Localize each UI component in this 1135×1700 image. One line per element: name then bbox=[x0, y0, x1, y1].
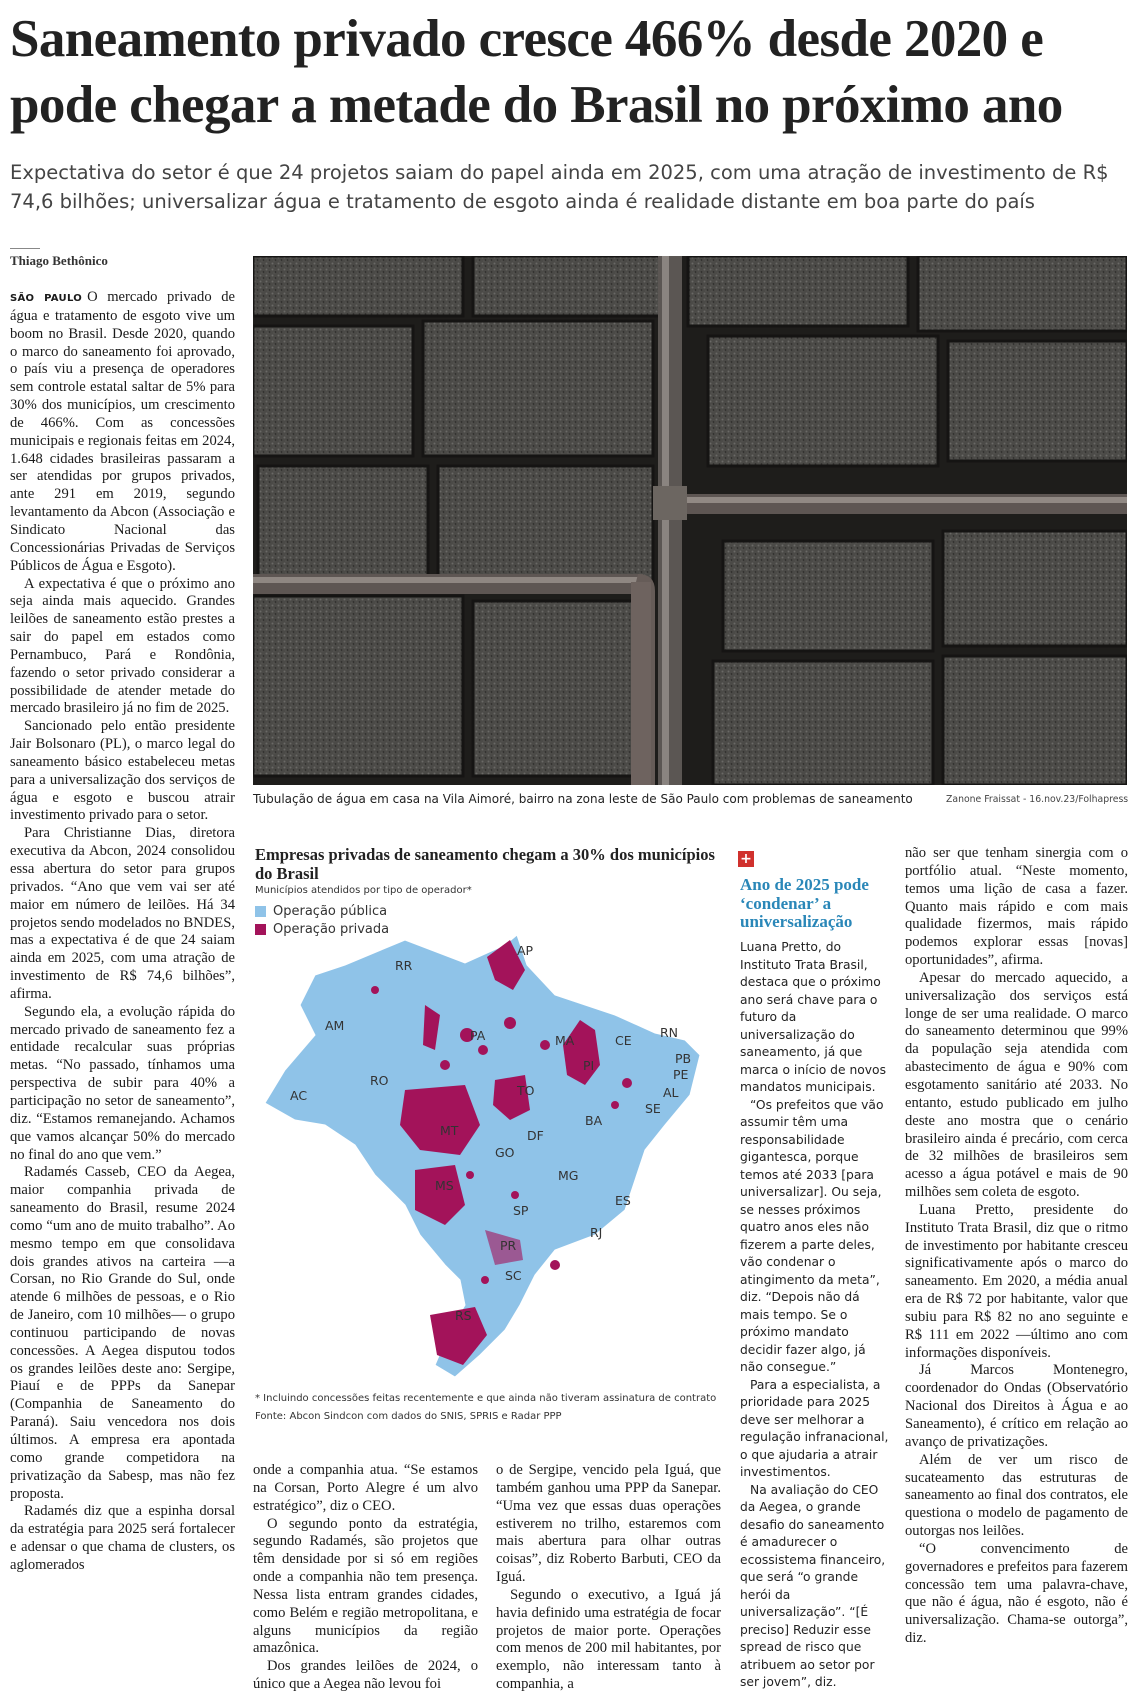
state-label-pr: PR bbox=[500, 1238, 517, 1253]
paragraph: o de Sergipe, vencido pela Iguá, que também ganhou uma PPP da Sanepar. “Uma vez que essas duas operações estiverem no trilho, estaremos com mais abertura para olhar outras coisas”, diz Roberto Barbuti, CEO da Iguá. bbox=[496, 1462, 721, 1586]
legend-item-public: Operação pública bbox=[255, 902, 389, 920]
brazil-map[interactable] bbox=[255, 935, 735, 1385]
state-label-rs: RS bbox=[455, 1308, 472, 1323]
legend-swatch-public bbox=[255, 906, 266, 917]
state-label-rr: RR bbox=[395, 958, 413, 973]
state-label-pb: PB bbox=[675, 1051, 692, 1066]
state-label-se: SE bbox=[645, 1101, 661, 1116]
paragraph: Já Marcos Montenegro, coordenador do Ondas (Observatório Nacional dos Direitos à Água e ao Saneamento), é crítico em relação ao avanço de privatizações. bbox=[905, 1362, 1128, 1450]
paragraph: O segundo ponto da estratégia, segundo Radamés, são projetos que têm densidade por si só em regiões onde a companhia não tem presença. Nessa lista entram grandes cidades, como Belém e região metropolitana, e alguns municípios da região amazônica. bbox=[253, 1515, 478, 1657]
state-label-am: AM bbox=[325, 1018, 345, 1033]
state-label-sc: SC bbox=[505, 1268, 522, 1283]
paragraph: Na avaliação do CEO da Aegea, o grande desafio do saneamento é amadurecer o ecossistema financeiro, que será “o grande herói da universalização”. “[É preciso] Reduzir esse spread de risco que atribuem ao setor por ser jovem”, diz. bbox=[740, 1482, 886, 1689]
byline[interactable]: Thiago Bethônico bbox=[10, 253, 108, 268]
photo-credit: Zanone Fraissat - 16.nov.23/Folhapress bbox=[946, 794, 1129, 805]
map-legend bbox=[255, 902, 389, 938]
state-label-ma: MA bbox=[555, 1033, 575, 1048]
paragraph: Luana Pretto, presidente do Instituto Trata Brasil, diz que o ritmo de investimento por habitante cresceu significativamente após o marco do saneamento. Em 2020, a média anual era de R$ 72 por habitante, valor que subiu para R$ 82 no ano seguinte e R$ 111 em 2022 —último ano com informações disponíveis. bbox=[905, 1201, 1128, 1361]
photo-pipes-wall bbox=[253, 256, 1127, 785]
sidebar-body bbox=[740, 939, 890, 1692]
photo-caption: Tubulação de água em casa na Vila Aimoré, bairro na zona leste de São Paulo com problemas de saneamento bbox=[253, 792, 913, 806]
state-label-es: ES bbox=[615, 1193, 631, 1208]
brazil-outline bbox=[265, 935, 700, 1377]
article-photo[interactable] bbox=[253, 256, 1127, 785]
state-label-mg: MG bbox=[558, 1168, 579, 1183]
legend-item-private: Operação privada bbox=[255, 920, 389, 938]
paragraph: SÃO PAULO O mercado privado de água e tratamento de esgoto vive um boom no Brasil. Desde 2020, quando o marco do saneamento foi aprovado, o país viu a presença de operadores sem controle estatal saltar de 5% para 30% dos municípios, um crescimento de 466%. Com as concessões municipais e regionais feitas em 2024, 1.648 cidades brasileiras passaram a ser atendidas por grupos privados, ante 291 em 2019, segundo levantamento da Abcon (Associação e Sindicato Nacional das Concessionárias Privadas de Serviços Públicos de Água e Esgoto). bbox=[10, 289, 235, 574]
paragraph: “Os prefeitos que vão assumir têm uma responsabilidade gigantesca, porque temos até 2033 [para universalizar]. Ou seja, se nesses próximos quatro anos eles não fizerem a parte deles, vão condenar o atingimento da meta”, diz. “Depois não dá mais tempo. Se o próximo mandato decidir fazer algo, já não consegue.” bbox=[740, 1097, 884, 1374]
state-label-ce: CE bbox=[615, 1033, 632, 1048]
paragraph: Radamés diz que a espinha dorsal da estratégia para 2025 será fortalecer e adensar o que chama de clusters, os aglomerados bbox=[10, 1503, 235, 1573]
plus-icon: + bbox=[738, 851, 754, 867]
state-label-rj: RJ bbox=[590, 1225, 603, 1240]
state-label-al: AL bbox=[663, 1085, 679, 1100]
article-column-3 bbox=[496, 1462, 721, 1694]
byline-rule bbox=[10, 248, 40, 249]
footnote: * Incluindo concessões feitas recentemente e que ainda não tiveram assinatura de contrato bbox=[255, 1393, 717, 1404]
state-label-ba: BA bbox=[585, 1113, 603, 1128]
paragraph: Segundo o executivo, a Iguá já havia definido uma estratégia de focar projetos de maior porte. Operações com menos de 200 mil habitantes, por exemplo, não interessam tanto à companhia, a bbox=[496, 1586, 721, 1693]
article-column-1 bbox=[10, 289, 235, 1575]
map-footnote bbox=[255, 1390, 716, 1426]
state-label-rn: RN bbox=[660, 1025, 679, 1040]
paragraph: Para a especialista, a prioridade para 2025 deve ser melhorar a regulação infranacional, o que ajudaria a atrair investimentos. bbox=[740, 1377, 889, 1479]
paragraph: Segundo ela, a evolução rápida do mercado privado de saneamento fez a entidade recalcular suas próprias metas. “No passado, tínhamos uma perspectiva de subir para 40% a participação no setor de saneamento”, diz. “Estamos remanejando. Achamos que vamos alcançar 50% do mercado no final do ano que vem.” bbox=[10, 1003, 235, 1163]
article-column-5 bbox=[905, 845, 1128, 1648]
paragraph: onde a companhia atua. “Se estamos na Corsan, Porto Alegre é um alvo estratégico”, diz o CEO. bbox=[253, 1462, 478, 1514]
state-label-pa: PA bbox=[470, 1028, 486, 1043]
headline: Saneamento privado cresce 466% desde 2020 e pode chegar a metade do Brasil no próximo ano bbox=[10, 10, 1063, 134]
paragraph: não ser que tenham sinergia com o portfólio atual. “Neste momento, temos uma lição de casa a fazer. Quanto mais rápido e com mais qualidade fizermos, mais rápido podemos explorar essas [novas] oportunidades”, afirma. bbox=[905, 845, 1128, 969]
state-label-pi: PI bbox=[583, 1058, 595, 1073]
sidebar-title: Ano de 2025 pode ‘condenar’ a universalização bbox=[740, 875, 869, 931]
paragraph: Dos grandes leilões de 2024, o único que a Aegea não levou foi bbox=[253, 1658, 478, 1693]
state-label-pe: PE bbox=[673, 1067, 689, 1082]
state-label-to: TO bbox=[517, 1083, 535, 1098]
paragraph: Apesar do mercado aquecido, a universalização dos serviços está longe de ser uma realidade. O marco do saneamento determinou que 99% da população seja atendida com abastecimento de água e 90% com esgotamento sanitário até 2033. No entanto, estudo publicado em julho deste ano mostra que o cenário brasileiro ainda é precário, com cerca de 32 milhões de brasileiros sem acesso a água potável e mais de 90 milhões sem coleta de esgoto. bbox=[905, 969, 1128, 1201]
paragraph: “O convencimento de governadores e prefeitos para fazerem concessão tem uma palavra-chave, que não é água, não é esgoto, não é universalização. Chama-se outorga”, diz. bbox=[905, 1540, 1128, 1647]
state-label-go: GO bbox=[495, 1145, 515, 1160]
paragraph: Para Christianne Dias, diretora executiva da Abcon, 2024 consolidou essa abertura do setor para grupos privados. “Ano que vem vai ser até maior em número de leilões. Há 34 projetos sendo modelados no BNDES, mas a expectativa é de que 24 saiam ainda em 2025, com uma atração de investimento de R$ 74,6 bilhões”, afirma. bbox=[10, 825, 235, 1002]
paragraph: Sancionado pelo então presidente Jair Bolsonaro (PL), o marco legal do saneamento básico estabeleceu metas para a universalização dos serviços de água e esgoto e buscou atrair investimento privado para o setor. bbox=[10, 718, 235, 824]
state-label-df: DF bbox=[527, 1128, 544, 1143]
state-label-ms: MS bbox=[435, 1178, 454, 1193]
paragraph: Luana Pretto, do Instituto Trata Brasil, destaca que o próximo ano será chave para o futuro da universalização do saneamento, já que marca o início de novos mandatos municipais. bbox=[740, 940, 886, 1094]
state-label-ac: AC bbox=[290, 1088, 308, 1103]
article-column-2 bbox=[253, 1462, 478, 1694]
state-label-ro: RO bbox=[370, 1073, 389, 1088]
paragraph: A expectativa é que o próximo ano seja ainda mais aquecido. Grandes leilões de saneamento estão prestes a sair do papel em estados como Pernambuco, Pará e Rondônia, fazendo o setor privado considerar a possibilidade de atender metade do mercado brasileiro já no fim de 2025. bbox=[10, 575, 235, 717]
legend-swatch-private bbox=[255, 924, 266, 935]
source: Fonte: Abcon Sindcon com dados do SNIS, SPRIS e Radar PPP bbox=[255, 1411, 562, 1422]
paragraph: Além de ver um risco de sucateamento das estruturas de saneamento ao final dos contratos, ele questiona o modelo de pagamento de outorgas nos leilões. bbox=[905, 1451, 1128, 1540]
map-title: Empresas privadas de saneamento chegam a 30% dos municípios do Brasil bbox=[255, 845, 715, 883]
state-label-mt: MT bbox=[440, 1123, 459, 1138]
dateline: SÃO PAULO bbox=[10, 293, 83, 304]
paragraph: Radamés Casseb, CEO da Aegea, maior companhia privada de saneamento do Brasil, resume 2024 como “um ano de muito trabalho”. Ao mesmo tempo em que consolidava dois grandes ativos na carteira —a Corsan, no Rio Grande do Sul, onde atende 6 milhões de pessoas, e o Rio de Janeiro, com 10 milhões— o grupo continuou participando de novas concessões. A Aegea disputou todos os grandes leilões deste ano: Sergipe, Piauí e de PPPs da Sanepar (Companhia de Saneamento do Paraná). Saiu vencedora nos dois últimos. A empresa era apontada como grande competidora na privatização da Sabesp, mas não fez proposta. bbox=[10, 1164, 235, 1502]
state-label-ap: AP bbox=[517, 943, 534, 958]
map-subtitle: Municípios atendidos por tipo de operador* bbox=[255, 885, 472, 896]
state-label-sp: SP bbox=[513, 1203, 529, 1218]
subheadline: Expectativa do setor é que 24 projetos saiam do papel ainda em 2025, com uma atração de investimento de R$ 74,6 bilhões; universalizar água e tratamento de esgoto ainda é realidade distante em boa parte do país bbox=[10, 161, 1109, 213]
